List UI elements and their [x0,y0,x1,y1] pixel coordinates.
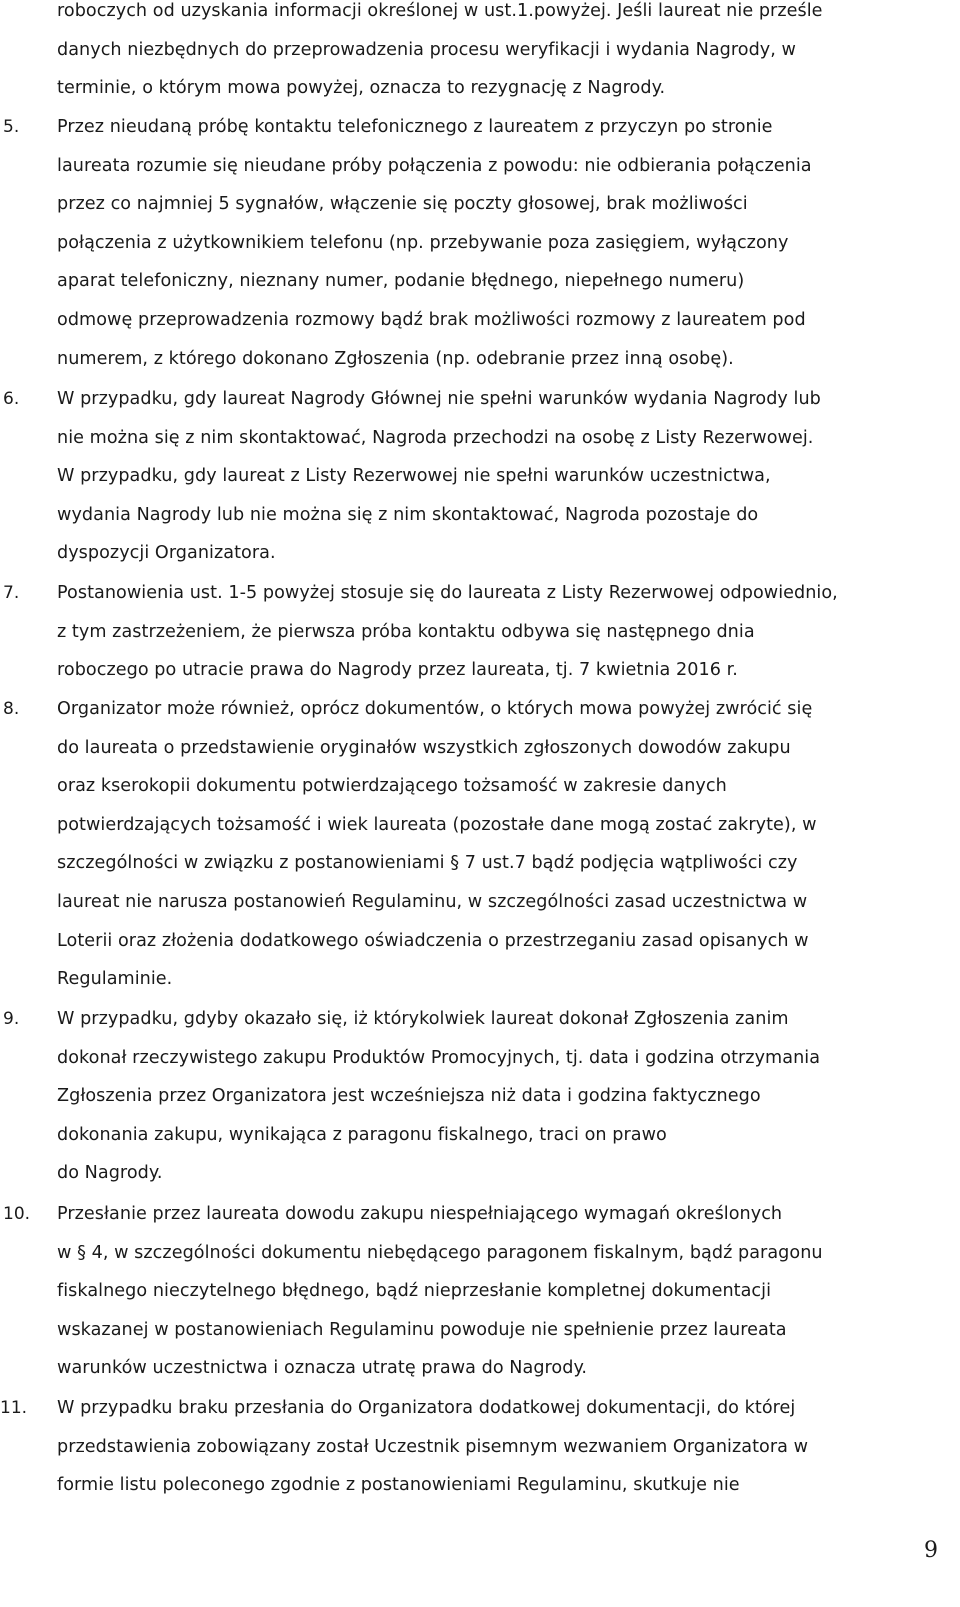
text-line: Regulaminie. [57,969,173,990]
text-line: roboczych od uzyskania informacji określonej w ust.1.powyżej. Jeśli laureat nie prześle [57,1,823,21]
item-number: 8. [3,699,20,719]
text-line: Zgłoszenia przez Organizatora jest wcześniejsza niż data i godzina faktycznego [57,1086,761,1107]
item-number: 10. [3,1204,31,1224]
text-line: W przypadku braku przesłania do Organizatora dodatkowej dokumentacji, do której [57,1398,796,1418]
item-number: 6. [3,389,20,409]
text-line: W przypadku, gdyby okazało się, iż którykolwiek laureat dokonał Zgłoszenia zanim [57,1009,789,1029]
text-line: W przypadku, gdy laureat z Listy Rezerwowej nie spełni warunków uczestnictwa, [57,466,771,487]
text-line: z tym zastrzeżeniem, że pierwsza próba kontaktu odbywa się następnego dnia [57,621,755,642]
text-line: Organizator może również, oprócz dokumentów, o których mowa powyżej zwrócić się [57,699,813,719]
text-line: W przypadku, gdy laureat Nagrody Głównej nie spełni warunków wydania Nagrody lub [57,389,821,409]
text-line: Przesłanie przez laureata dowodu zakupu niespełniającego wymagań określonych [57,1204,783,1224]
item-text [57,1195,941,1388]
text-line: terminie, o którym mowa powyżej, oznacza to rezygnację z Nagrody. [57,78,666,99]
text-line: do laureata o przedstawienie oryginałów wszystkich zgłoszonych dowodów zakupu [57,737,791,758]
text-line: wskazanej w postanowieniach Regulaminu powoduje nie spełnienie przez laureata [57,1319,787,1340]
item-number: 5. [3,117,20,137]
text-line: warunków uczestnictwa i oznacza utratę prawa do Nagrody. [57,1358,588,1379]
text-line: Postanowienia ust. 1-5 powyżej stosuje się do laureata z Listy Rezerwowej odpowiednio, [57,583,838,603]
text-line: roboczego po utracie prawa do Nagrody przez laureata, tj. 7 kwietnia 2016 r. [57,660,738,681]
text-line: Loterii oraz złożenia dodatkowego oświadczenia o przestrzeganiu zasad opisanych w [57,930,809,951]
item-number: 9. [3,1009,20,1029]
item-text [57,380,941,573]
item-text [57,1389,941,1505]
text-line: dokonał rzeczywistego zakupu Produktów Promocyjnych, tj. data i godzina otrzymania [57,1047,821,1068]
text-line: laureat nie narusza postanowień Regulaminu, w szczególności zasad uczestnictwa w [57,891,808,912]
text-line: danych niezbędnych do przeprowadzenia procesu weryfikacji i wydania Nagrody, w [57,39,796,60]
item-text [57,690,941,999]
text-line: laureata rozumie się nieudane próby połączenia z powodu: nie odbierania połączenia [57,155,812,176]
text-line: połączenia z użytkownikiem telefonu (np. przebywanie poza zasięgiem, wyłączony [57,232,789,253]
text-line: odmowę przeprowadzenia rozmowy bądź brak możliwości rozmowy z laureatem pod [57,309,806,330]
item-text [57,108,941,378]
item-number: 7. [3,583,20,603]
continuation-paragraph [57,0,937,108]
page-number: 9 [924,1538,938,1563]
text-line: do Nagrody. [57,1163,163,1184]
text-line: numerem, z którego dokonano Zgłoszenia (np. odebranie przez inną osobę). [57,348,734,369]
text-line: Przez nieudaną próbę kontaktu telefonicznego z laureatem z przyczyn po stronie [57,117,773,137]
text-line: fiskalnego nieczytelnego błędnego, bądź nieprzesłanie kompletnej dokumentacji [57,1281,772,1302]
text-line: potwierdzających tożsamość i wiek laureata (pozostałe dane mogą zostać zakryte), w [57,814,817,835]
text-line: formie listu poleconego zgodnie z postanowieniami Regulaminu, skutkuje nie [57,1475,740,1496]
text-line: dokonania zakupu, wynikająca z paragonu fiskalnego, traci on prawo [57,1124,667,1145]
text-line: w § 4, w szczególności dokumentu niebędącego paragonem fiskalnym, bądź paragonu [57,1242,823,1263]
text-line: przez co najmniej 5 sygnałów, włączenie się poczty głosowej, brak możliwości [57,194,748,215]
text-line: oraz kserokopii dokumentu potwierdzającego tożsamość w zakresie danych [57,776,727,797]
item-text [57,1000,941,1193]
item-number: 11. [0,1398,28,1418]
text-line: dyspozycji Organizatora. [57,543,276,564]
text-line: aparat telefoniczny, nieznany numer, podanie błędnego, niepełnego numeru) [57,271,745,292]
item-text [57,574,941,690]
text-line: wydania Nagrody lub nie można się z nim skontaktować, Nagroda pozostaje do [57,504,759,525]
text-line: przedstawienia zobowiązany został Uczestnik pisemnym wezwaniem Organizatora w [57,1436,809,1457]
text-line: nie można się z nim skontaktować, Nagroda przechodzi na osobę z Listy Rezerwowej. [57,427,814,448]
text-line: szczególności w związku z postanowieniami § 7 ust.7 bądź podjęcia wątpliwości czy [57,853,798,874]
